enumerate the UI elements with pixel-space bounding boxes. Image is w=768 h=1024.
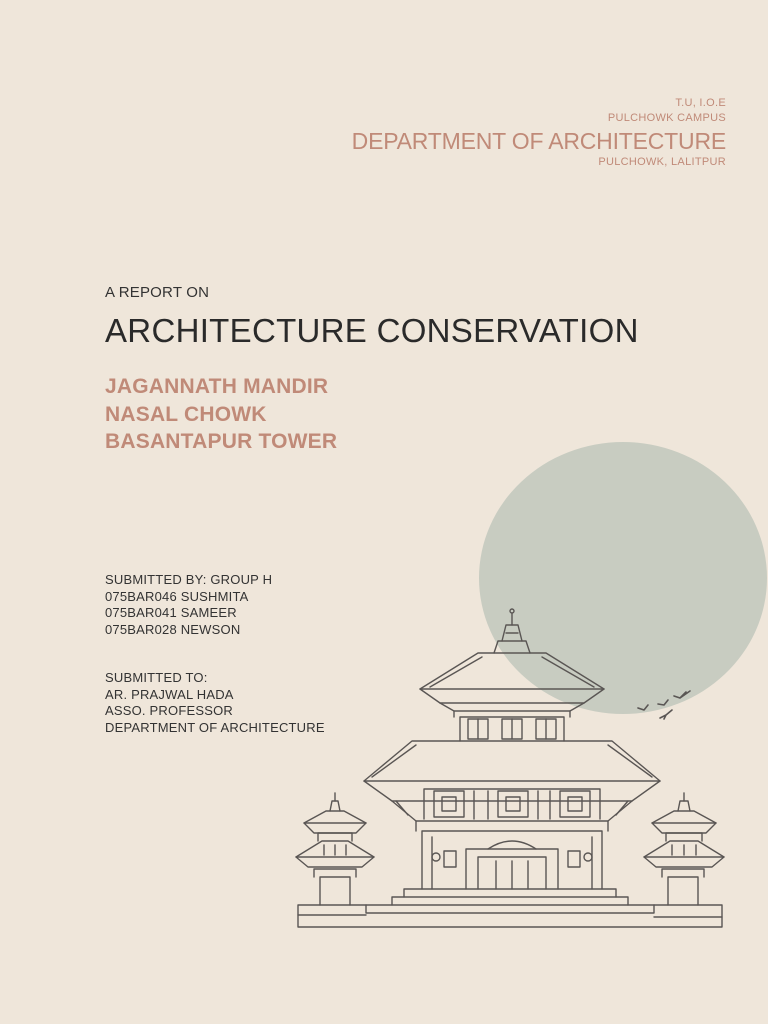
recipient-name: AR. PRAJWAL HADA (105, 686, 234, 702)
institution-header (352, 96, 726, 170)
submitted-by-heading: SUBMITTED BY: GROUP H (105, 572, 273, 587)
member-item: 075BAR028 NEWSON (105, 621, 241, 637)
member-item: 075BAR046 SUSHMITA (105, 588, 249, 604)
campus-label: PULCHOWK CAMPUS (607, 112, 726, 124)
location-label: PULCHOWK, LALITPUR (598, 156, 726, 168)
subject-list (105, 373, 639, 456)
submitted-to-heading: SUBMITTED TO: (105, 670, 208, 685)
report-title: ARCHITECTURE CONSERVATION (105, 312, 639, 349)
subject-item: BASANTAPUR TOWER (105, 430, 338, 453)
subject-item: JAGANNATH MANDIR (105, 375, 329, 398)
recipient-department: DEPARTMENT OF ARCHITECTURE (105, 719, 325, 735)
subject-item: NASAL CHOWK (105, 402, 267, 426)
recipient-position: ASSO. PROFESSOR (105, 703, 233, 718)
university-label: T.U, I.O.E (675, 97, 726, 109)
temple-line-art-icon (292, 605, 732, 935)
title-block (105, 284, 639, 456)
submitted-by-block (105, 572, 272, 638)
member-item: 075BAR041 SAMEER (105, 605, 237, 620)
department-title: DEPARTMENT OF ARCHITECTURE (351, 128, 726, 154)
report-pretitle: A REPORT ON (105, 284, 210, 301)
